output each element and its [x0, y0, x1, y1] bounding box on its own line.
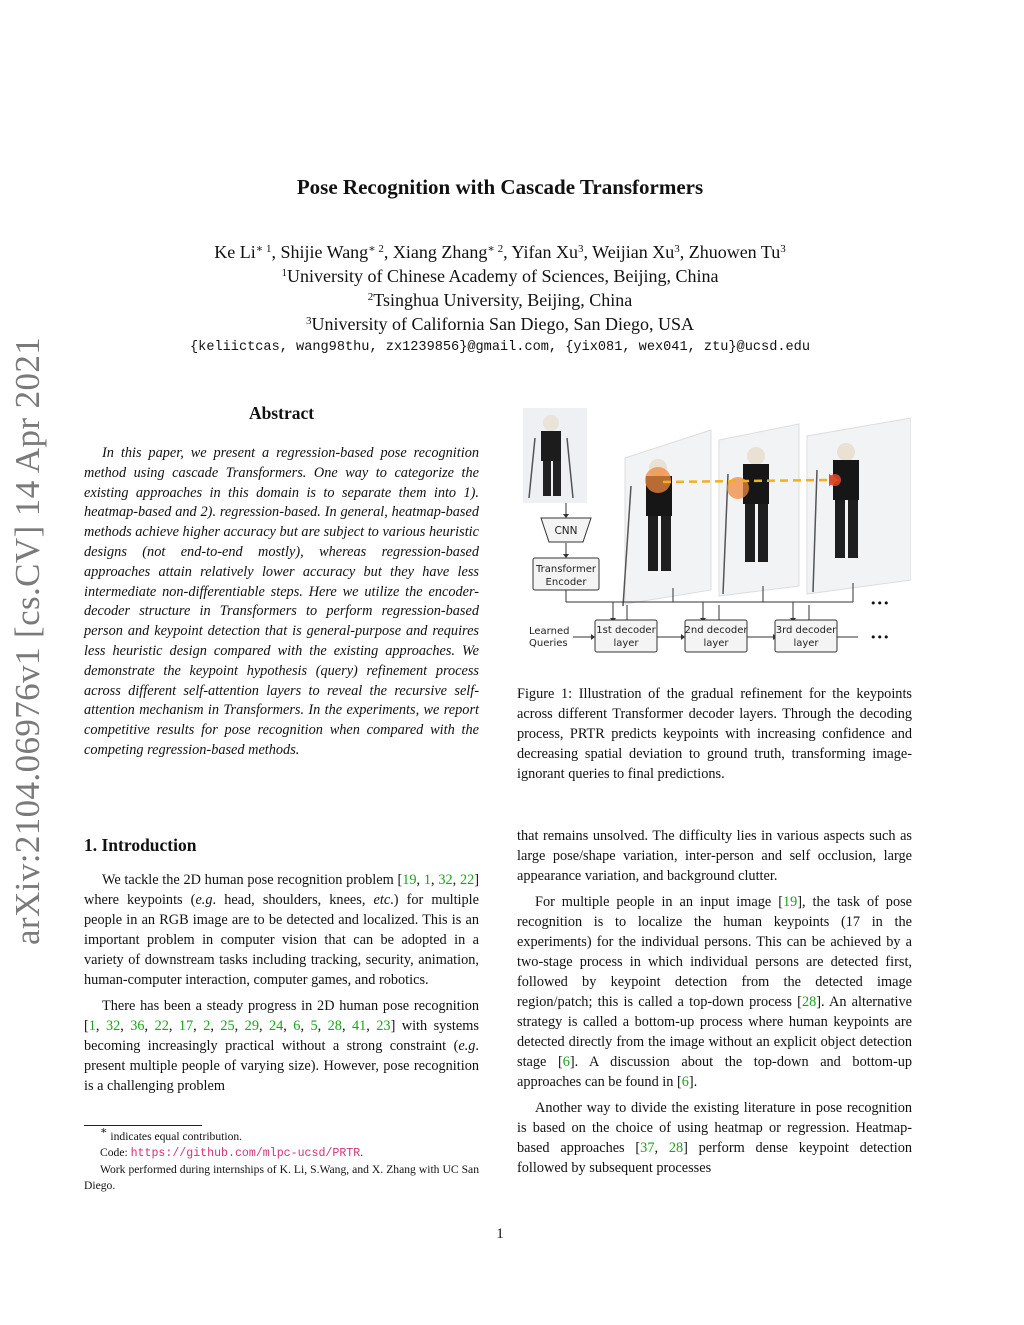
- author-sup: ∗ 1: [255, 243, 272, 255]
- affiliation: $^1$University of Chinese Academy of Sciences, Beijing, China: [281, 266, 719, 286]
- author-block: [0, 240, 1000, 336]
- abstract-text: In this paper, we present a regression-based pose recognition method using cascade Transformers. One way to categorize the existing approaches in this domain is to separate them into 1). heatmap-based and 2). regression-based. In general, heatmap-based methods achieve higher accuracy but are subject to various heuristic designs (not end-to-end mostly), whereas regression-based approaches attain relatively lower accuracy but they have less intermediate non-differentiable steps. Here we utilize the encoder-decoder structure in Transformers to perform regression-based person and keypoint detection that is general-purpose and requires less heuristic design compared with the existing approaches. We demonstrate the keypoint hypothesis (query) refinement process across different self-attention layers to reveal the recursive self-attention mechanism in Transformers. In the experiments, we report competitive results for pose recognition when compared with the competing regression-based methods.: [84, 445, 479, 758]
- citation-link[interactable]: 41: [351, 1018, 367, 1034]
- citation-link[interactable]: 28: [668, 1140, 684, 1156]
- paragraph: There has been a steady progress in 2D human pose recognition [1, 32, 36, 22, 17, 2, 25, 29, 24, 6, 5, 28, 41, 23] with systems becoming increasingly practical without a strong constraint (e.g. present multiple people of varying size). However, pose recognition is a challenging problem: [84, 998, 479, 1094]
- citation-link[interactable]: 23: [376, 1018, 391, 1034]
- paper-title: Pose Recognition with Cascade Transformers: [296, 175, 704, 199]
- cnn-label: CNN: [554, 525, 578, 537]
- affiliation: $^2$Tsinghua University, Beijing, China: [367, 290, 633, 310]
- citation-link[interactable]: 5: [310, 1018, 318, 1034]
- intro-left-column: [84, 870, 479, 1102]
- citation-link[interactable]: 28: [327, 1018, 342, 1034]
- author-emails: {keliictcas, wang98thu, zx1239856}@gmail.com, {yix081, wex041, ztu}@ucsd.edu: [190, 340, 810, 355]
- ellipsis-lower: •••: [870, 631, 890, 644]
- footnote-equal: ∗ indicates equal contribution.: [100, 1125, 243, 1143]
- abstract-heading: Abstract: [248, 403, 315, 423]
- citation-link[interactable]: 36: [130, 1018, 145, 1034]
- author-name: Zhuowen Tu: [688, 242, 781, 262]
- citation-link[interactable]: 6: [681, 1074, 689, 1090]
- citation-link[interactable]: 25: [220, 1018, 235, 1034]
- affiliation: $^3$University of California San Diego, San Diego, USA: [306, 314, 694, 334]
- paragraph: Another way to divide the existing literature in pose recognition is based on the choice of using heatmap or regression. Heatmap-based approaches [37, 28] perform dense keypoint detection followed by subsequent processes: [517, 1100, 913, 1176]
- footnote-work: Work performed during internships of K. Li, S.Wang, and X. Zhang with UC San Diego.: [84, 1163, 479, 1192]
- skier-panel-2: [719, 424, 799, 596]
- author-name: Weijian Xu: [592, 242, 675, 262]
- paragraph: For multiple people in an input image [19], the task of pose recognition is to localize the human keypoints (17 in the experiments) for the individual persons. This can be achieved by a two-stage process in which individual persons are detected first, followed by keypoint detection from the detected image region/patch; this is called a top-down process [28]. An alternative strategy is called a bottom-up process where human keypoints are detected directly from the image without an explicit object detection stage [6]. A discussion about the top-down and bottom-up approaches can be found in [6].: [517, 894, 913, 1090]
- author-sup: ∗ 2: [487, 243, 504, 255]
- arxiv-sidebar-id: arXiv:2104.06976v1 [cs.CV] 14 Apr 2021: [8, 336, 47, 945]
- author-sup: ∗ 2: [368, 243, 384, 255]
- citation-link[interactable]: 1: [423, 872, 432, 888]
- paragraph: We tackle the 2D human pose recognition problem [19, 1, 32, 22] where keypoints (e.g. head, shoulders, knees, etc.) for multiple people in an RGB image are to be detected and localized. This is an important problem in computer vision that can be adopted in a variety of downstream tasks including tracking, security, animation, human-computer interaction, computer games, and robotics.: [84, 872, 479, 988]
- citation-link[interactable]: 22: [459, 872, 475, 888]
- queries-label-line1: Learned: [529, 626, 570, 637]
- citation-link[interactable]: 19: [782, 894, 798, 910]
- decoder-1-label-line1: 1st decoder: [596, 625, 656, 636]
- author-name: Ke Li: [214, 242, 256, 262]
- paragraph: that remains unsolved. The difficulty lies in various aspects such as large pose/shape variation, inter-person and self occlusion, large appearance variation, and background clutter.: [517, 828, 912, 884]
- citation-link[interactable]: 28: [801, 994, 817, 1010]
- decoder-1-label-line2: layer: [613, 638, 639, 649]
- author-list: Ke $Li^{∗ 1}$, Shijie Wang$^{∗ 2}$, Xiang Zhang$^{∗ 2}$, Yifan Xu$^3$, Weijian Xu$^3$, Zhuowen Tu$^3$: [214, 242, 786, 262]
- footnotes: [84, 1125, 479, 1194]
- citation-link[interactable]: 6: [293, 1018, 301, 1034]
- encoder-label-line2: Encoder: [545, 577, 587, 588]
- citation-link[interactable]: 32: [438, 872, 453, 888]
- citation-link[interactable]: 22: [154, 1018, 169, 1034]
- citation-link[interactable]: 17: [178, 1018, 194, 1034]
- citation-link[interactable]: 29: [244, 1018, 259, 1034]
- figure-1-caption: Figure 1: Illustration of the gradual refinement for the keypoints across different Transformer decoder layers. Through the decoding process, PRTR predicts keypoints with increasing confidence and decreasing spatial deviation to ground truth, transforming image-ignorant queries to final predictions.: [517, 686, 912, 782]
- citation-link[interactable]: 19: [402, 872, 417, 888]
- author-name: Xiang Zhang: [392, 242, 488, 262]
- queries-label-line2: Queries: [529, 638, 568, 649]
- footnote-code: Code: https://github.com/mlpc-ucsd/PRTR.: [100, 1146, 364, 1160]
- decoder-2-label-line1: 2nd decoder: [684, 625, 748, 636]
- decoder-3-label-line2: layer: [793, 638, 819, 649]
- intro-right-column: [517, 826, 912, 1184]
- citation-link[interactable]: 1: [88, 1018, 96, 1034]
- code-url-link[interactable]: https://github.com/mlpc-ucsd/PRTR: [130, 1147, 361, 1160]
- citation-link[interactable]: 24: [268, 1018, 284, 1034]
- author-sup: 3: [577, 243, 584, 255]
- skier-panel-1: [623, 430, 711, 606]
- figure-1: [523, 408, 911, 666]
- skier-panel-3: [807, 418, 911, 594]
- decoder-2-label-line2: layer: [703, 638, 729, 649]
- author-sup: 3: [780, 243, 786, 255]
- citation-link[interactable]: 32: [105, 1018, 121, 1034]
- page-number: 1: [496, 1226, 504, 1242]
- author-sup: 3: [674, 243, 680, 255]
- citation-link[interactable]: 2: [203, 1018, 211, 1034]
- citation-link[interactable]: 37: [640, 1140, 655, 1156]
- encoder-label-line1: Transformer: [535, 564, 597, 575]
- citation-link[interactable]: 6: [562, 1054, 570, 1070]
- input-image: [523, 408, 587, 503]
- decoder-3-label-line1: 3rd decoder: [775, 625, 837, 636]
- figure-1-diagram: [523, 408, 911, 666]
- introduction-heading: 1. Introduction: [84, 835, 197, 855]
- author-name: Yifan Xu: [511, 242, 578, 262]
- ellipsis-upper: •••: [870, 597, 890, 610]
- author-name: Shijie Wang: [280, 242, 369, 262]
